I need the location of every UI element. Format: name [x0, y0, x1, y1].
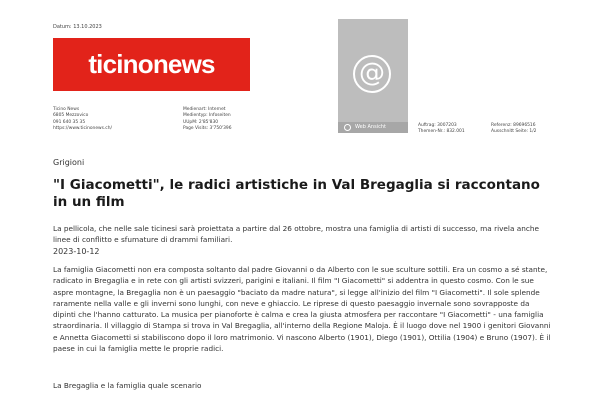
topic-number: Themen-Nr.: 832.001: [418, 129, 465, 135]
globe-icon: [344, 124, 351, 131]
publisher-phone: 091 640 35 35: [53, 119, 86, 125]
publisher-url: https://www.ticinonews.ch/: [53, 125, 112, 131]
article-date: 2023-10-12: [53, 247, 100, 256]
reference-number: Referenz: 89696516: [491, 123, 536, 128]
article-lead: La pellicola, che nelle sale ticinesi sarà proiettata a partire dal 26 ottobre, mostra una famiglia di artisti di successo, ma rivela anche linee di conflitto e sfumature di drammi familiari.: [53, 224, 539, 244]
order-info: [418, 123, 465, 136]
at-sign-icon: @: [353, 55, 391, 93]
media-page-visits: Page Visits: 3'750'396: [183, 125, 232, 131]
publisher-name: Ticino News: [53, 107, 80, 112]
web-view-strip: [338, 122, 408, 133]
date-label: Datum: 13.10.2023: [53, 24, 102, 30]
media-type: Medienart: Internet: [183, 107, 226, 112]
reference-info: [491, 123, 536, 136]
clipping-page: Ausschnitt Seite: 1/2: [491, 129, 537, 135]
publisher-info: [53, 107, 112, 132]
media-info: [183, 107, 232, 132]
publisher-city: 6805 Mezzovico: [53, 113, 89, 119]
article-title: "I Giacometti", le radici artistiche in Val Bregaglia si raccontano in un film: [53, 177, 540, 210]
web-view-box: [338, 19, 408, 133]
article-body: La famiglia Giacometti non era composta soltanto dal padre Giovanni o da Alberto con le sue sculture sottili. Era un cosmo a sé stante, radicato in Bregaglia e in rete con gli artisti svizzeri, parigini e italiani. Il film "I Giacometti" si addentra in questo cosmo. Con le sue aspre montagne, la Bregaglia non è un paesaggio "baciato da madre natura", si legge all'inizio del film "I Giacometti". Il sole splende raramente nella valle e gli inverni sono lunghi, con neve e ghiaccio. Le riprese di questo paesaggio invernale sono sovrapposte da dipinti che l'hanno catturato. La musica per pianoforte è calma e crea la giusta atmosfera per raccontare "I Giacometti" - una famiglia straordinaria. Il villaggio di Stampa si trova in Val Bregaglia, all'interno della Regione Maloja. È il luogo dove nel 1900 i genitori Giovanni e Annetta Giacometti si stabiliscono dopo il loro matrimonio. Vi nascono Alberto (1901), Diego (1901), Ottilia (1904) e Bruno (1907). È il paese in cui la famiglia mette le proprie radici.: [53, 265, 551, 354]
media-kind: Medientyp: Infoseiten: [183, 113, 231, 119]
section-label: Grigioni: [53, 158, 85, 167]
article-subhead: La Bregaglia e la famiglia quale scenario: [53, 381, 202, 390]
media-uupm: UUpM: 2'85'830: [183, 119, 219, 125]
order-number: Auftrag: 3007203: [418, 123, 457, 128]
web-view-label: Web Ansicht: [355, 124, 386, 130]
publication-logo: ticinonews: [53, 38, 250, 91]
